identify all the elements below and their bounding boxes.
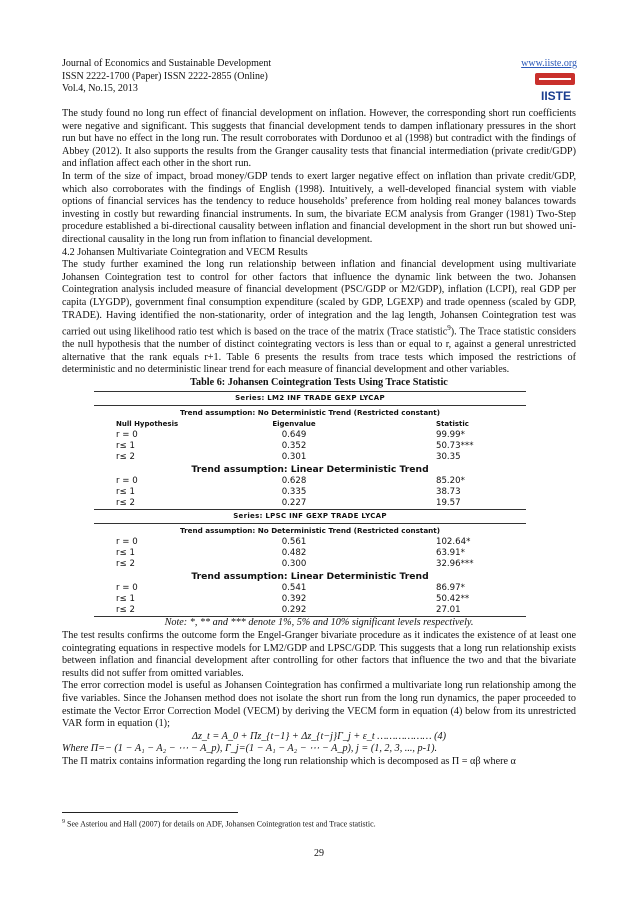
where-line: Where Π=− (1 − A₁ − A₂ − ⋯ − A_p), Γ_j=(1 − A₁ − A₂ − ⋯ − A_p), j = (1, 2, 3, ..., p-1). [62, 743, 438, 755]
table-row: r≤ 1 0.392 50.42** [116, 594, 470, 605]
table-row: r≤ 2 0.300 32.96*** [116, 559, 474, 570]
column-header: Statistic [436, 420, 469, 429]
trend-assumption-label: Trend assumption: No Deterministic Trend (Restricted constant) [179, 526, 441, 536]
table-row: r = 0 0.541 86.97* [116, 583, 465, 594]
paragraph-5: The error correction model is useful as Johansen Cointegration has confirmed a multivariate long run relationship among the five variables. Since the Johansen method does not isolate the short run from the long run dynamics, the paper proceeded to estimate the Vector Error Correction Model (VECM) by deriving the VECM form in equation (4) below from its unrestricted VAR form in equation (1); [62, 680, 576, 730]
table-series-label: Series: LM2 INF TRADE GEXP LYCAP [94, 392, 526, 406]
journal-name: Journal of Economics and Sustainable Development [62, 58, 272, 69]
section-heading: 4.2 Johansen Multivariate Cointegration and VECM Results [62, 246, 308, 258]
article-body [62, 108, 576, 769]
johansen-table [94, 391, 526, 617]
footnote-divider [62, 812, 238, 813]
issn-line: ISSN 2222-1700 (Paper) ISSN 2222-2855 (Online) [62, 70, 268, 82]
table-row: r≤ 1 0.352 50.73*** [116, 441, 474, 452]
column-header: Eigenvalue [272, 420, 316, 429]
equation-4: Δz_t = A_0 + Πz_{t−1} + Δz_{t−j}Γ_j + ε_t ……………… (4) [191, 730, 447, 742]
table-header-row [94, 419, 526, 430]
logo-text: IISTE [540, 89, 572, 103]
table-note: Note: *, ** and *** denote 1%, 5% and 10% significant levels respectively. [164, 617, 474, 629]
paragraph-2: In term of the size of impact, broad money/GDP tends to exert larger negative effect on inflation than private credit/GDP, which also corroborates with the findings of English (1998). Intuitively, a well-developed financial system with viable options of financial services has the tendency to reduce households’ preference from holding real money balances towards investing in costly but rewarding financial instruments. In sum, the bivariate ECM analysis from Granger (1981) Two-Step procedure established a bi-directional causality between inflation and financial development in the short run but showed uni-directional causality in the long run from inflation to financial development. [62, 170, 576, 245]
paragraph-4: The test results confirms the outcome form the Engel-Granger bivariate procedure as it indicates the existence of at least one cointegrating equations in respective models for LM2/GDP and LPSC/GDP. This suggests that a long run relationship exists between inflation and financial development after controlling for other factors that influence the two and that the bivariate results did not suffer from omitted variables. [62, 630, 576, 679]
footnote-text: See Asteriou and Hall (2007) for details on ADF, Johansen Cointegration test and Trace statistic. [65, 819, 376, 829]
table-row: r = 0 0.561 102.64* [116, 537, 471, 548]
journal-url-link[interactable]: www.iiste.org [521, 58, 577, 69]
trend-assumption-label: Trend assumption: Linear Deterministic Trend [191, 464, 429, 476]
column-header: Null Hypothesis [116, 420, 179, 429]
footnote-ref[interactable]: 9 [447, 324, 451, 333]
page-header [62, 58, 577, 96]
table-title: Table 6: Johansen Cointegration Tests Using Trace Statistic [190, 376, 448, 388]
table-row: r≤ 1 0.482 63.91* [116, 548, 465, 559]
table-row: r = 0 0.649 99.99* [116, 430, 465, 441]
footnote [62, 817, 576, 830]
table-row: r = 0 0.628 85.20* [116, 476, 465, 487]
volume-line: Vol.4, No.15, 2013 [62, 83, 138, 94]
table-row: r≤ 2 0.292 27.01 [116, 605, 461, 616]
paragraph-3: The study further examined the long run relationship between inflation and financial development using multivariate Johansen Cointegration test to control for other factors that influence the dynamic link between the two. Johansen Cointegration analysis included measure of financial development (PSC/GDP or M2/GDP), inflation (LCPI), real GDP per capita (LYGDP), government final consumption expenditure (scaled by GDP, LGEXP) and trade openness (scaled by GDP, TRADE). Having identified the non-stationarity, order of integration and the lag length, Johansen Cointegration test was carried out using likelihood ratio test which is based on the trace of the matrix (Trace statistic$^9$). The Trace statistic considers the null hypothesis that the number of distinct cointegrating vectors is less than or equal to r, against a general unrestricted alternative that the rank equals r+1. Table 6 presents the results from trace tests which imposed the restrictions of deterministic and no deterministic linear trend for each measure of financial development and other variables. [62, 259, 576, 376]
table-row: r≤ 2 0.301 30.35 [116, 452, 461, 463]
paragraph-6: The Π matrix contains information regarding the long run relationship which is decomposed as Π = αβ where α [62, 755, 516, 767]
footnote-number: 9 [62, 819, 65, 825]
table-row: r≤ 2 0.227 19.57 [116, 498, 461, 509]
paragraph-1: The study found no long run effect of financial development on inflation. However, the corresponding short run coefficients were negative and significant. This suggests that financial development tends to dampen inflationary pressures in the short run but have no effect in the long run. The result corroborates with Dordunoo et al (1998) but contradict with the findings of Abbey (2012). It also supports the results from the Granger causality tests that financial intermediation (private credit/GDP) and inflation affect each other in the short run. [62, 108, 576, 170]
page-number: 29 [314, 848, 324, 859]
trend-assumption-label: Trend assumption: No Deterministic Trend (Restricted constant) [179, 408, 441, 418]
table-row: r≤ 1 0.335 38.73 [116, 487, 461, 498]
trend-assumption-label: Trend assumption: Linear Deterministic Trend [191, 571, 429, 583]
table-series-label: Series: LPSC INF GEXP TRADE LYCAP [94, 509, 526, 524]
iiste-logo [533, 71, 579, 105]
